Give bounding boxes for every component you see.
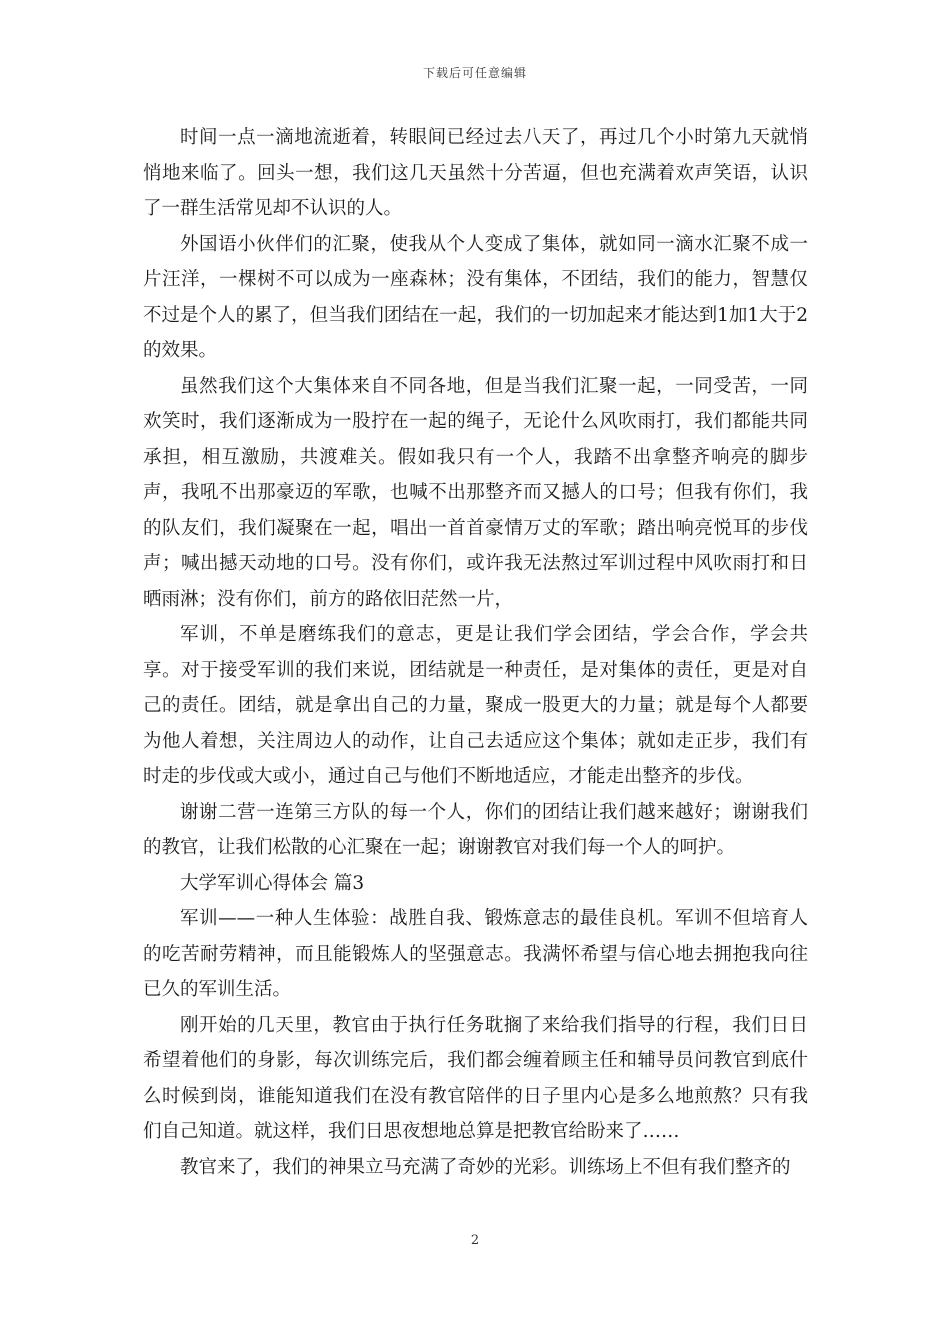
paragraph-1: 时间一点一滴地流逝着，转眼间已经过去八天了，再过几个小时第九天就悄悄地来临了。回头一想，我们这几天虽然十分苦逼，但也充满着欢声笑语，认识了一群生活常见却不认识的人。 xyxy=(143,127,808,219)
page-number: 2 xyxy=(470,1233,480,1248)
paragraph-6: 军训——一种人生体验：战胜自我、锻炼意志的最佳良机。军训不但培育人的吃苦耐劳精神，而且能锻炼人的坚强意志。我满怀希望与信心地去拥抱我向往已久的军训生活。 xyxy=(143,908,808,1000)
paragraph-2: 外国语小伙伴们的汇聚，使我从个人变成了集体，就如同一滴水汇聚不成一片汪洋，一棵树不可以成为一座森林；没有集体，不团结，我们的能力，智慧仅不过是个人的累了，但当我们团结在一起，我们的一切加起来才能达到1加1大于2的效果。 xyxy=(143,233,808,361)
paragraph-7: 刚开始的几天里，教官由于执行任务耽搁了来给我们指导的行程，我们日日希望着他们的身影，每次训练完后，我们都会缠着顾主任和辅导员问教官到底什么时候到岗，谁能知道我们在没有教官陪伴的日子里内心是多么地煎熬？只有我们自己知道。就这样，我们日思夜想地总算是把教官给盼来了…… xyxy=(143,1014,808,1142)
document-body xyxy=(143,120,808,1185)
page-header: 下载后可任意编辑 xyxy=(422,66,527,80)
paragraph-8: 教官来了，我们的神果立马充满了奇妙的光彩。训练场上不但有我们整齐的 xyxy=(180,1156,791,1178)
paragraph-5: 谢谢二营一连第三方队的每一个人，你们的团结让我们越来越好；谢谢我们的教官，让我们松散的心汇聚在一起；谢谢教官对我们每一个人的呵护。 xyxy=(143,801,808,858)
section-heading: 大学军训心得体会 篇3 xyxy=(180,872,365,894)
paragraph-4: 军训，不单是磨练我们的意志，更是让我们学会团结，学会合作，学会共享。对于接受军训的我们来说，团结就是一种责任，是对集体的责任，更是对自己的责任。团结，就是拿出自己的力量，聚成一股更大的力量；就是每个人都要为他人着想，关注周边人的动作，让自己去适应这个集体；就如走正步，我们有时走的步伐或大或小，通过自己与他们不断地适应，才能走出整齐的步伐。 xyxy=(143,624,808,787)
paragraph-3: 虽然我们这个大集体来自不同各地，但是当我们汇聚一起，一同受苦，一同欢笑时，我们逐渐成为一股拧在一起的绳子，无论什么风吹雨打，我们都能共同承担，相互激励，共渡难关。假如我只有一个人，我踏不出拿整齐响亮的脚步声，我吼不出那豪迈的军歌，也喊不出那整齐而又撼人的口号；但我有你们，我的队友们，我们凝聚在一起，唱出一首首豪情万丈的军歌；踏出响亮悦耳的步伐声；喊出撼天动地的口号。没有你们，或许我无法熬过军训过程中风吹雨打和日晒雨淋；没有你们，前方的路依旧茫然一片， xyxy=(143,375,808,610)
